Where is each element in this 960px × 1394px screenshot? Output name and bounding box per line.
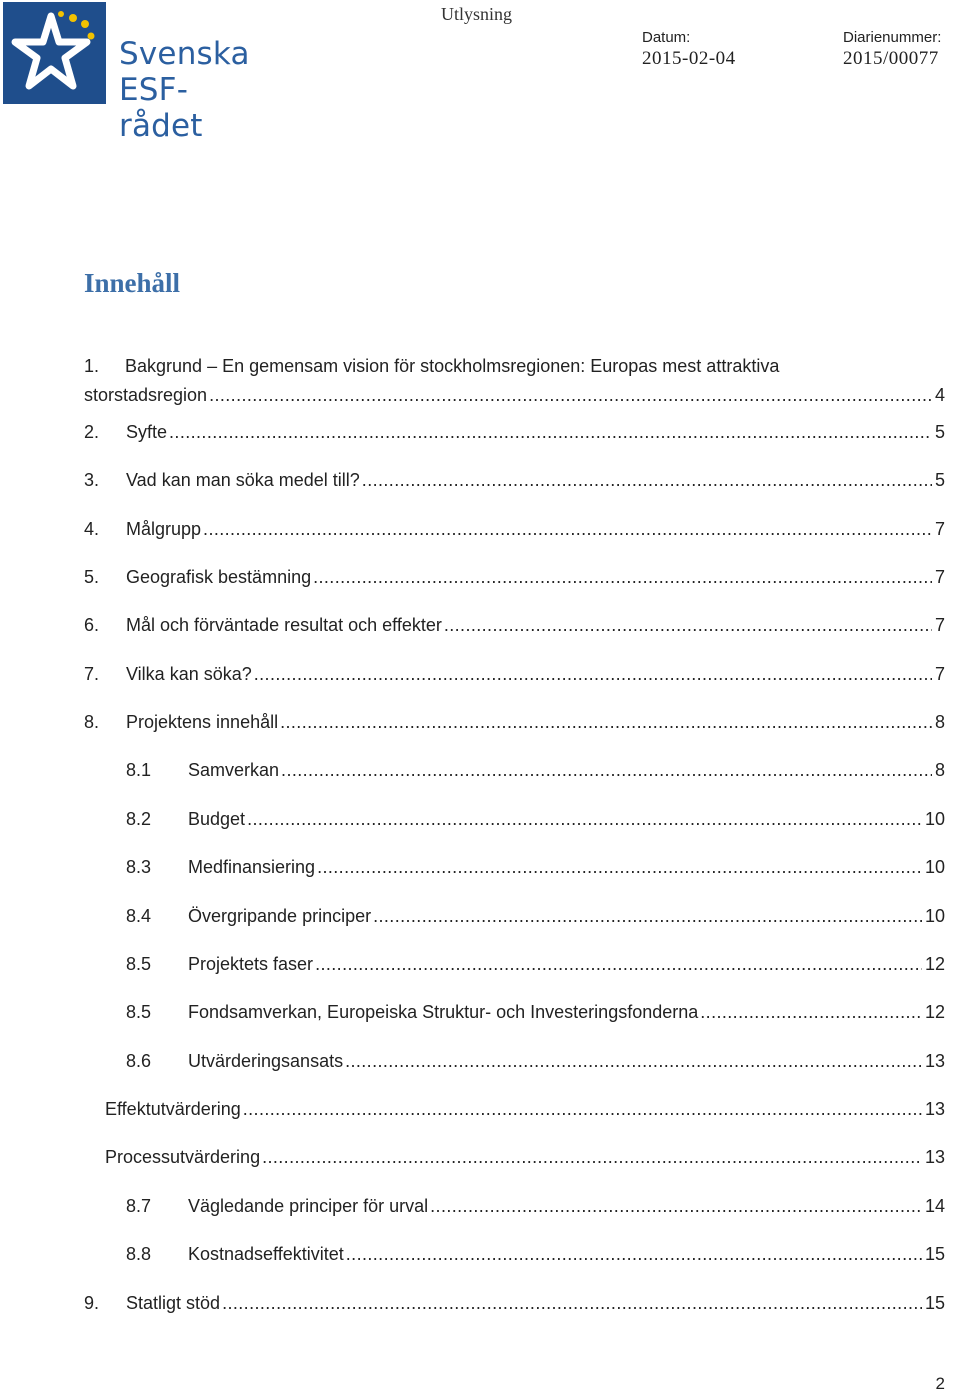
toc-leader-dots [209,384,932,406]
toc-entry-page: 14 [924,1196,945,1216]
toc-leader-dots [222,1292,922,1314]
toc-entry-number: 1. [84,356,100,376]
toc-leader-dots [317,856,922,878]
toc-leader-dots [247,808,922,830]
toc-entry-page: 10 [924,857,945,877]
toc-leader-dots [700,1001,922,1023]
toc-leader-dots [262,1146,922,1168]
toc-entry[interactable] [105,1146,945,1168]
toc-entry-label: Medfinansiering [188,857,316,877]
toc-leader-dots [254,663,932,685]
diary-number-label: Diarienummer: [843,29,942,46]
toc-entry[interactable] [84,421,945,443]
toc-entry-1-line-2[interactable] [84,384,945,406]
toc-entry-page: 15 [924,1244,945,1264]
diary-number-value: 2015/00077 [843,48,939,69]
toc-entry-number: 8.8 [126,1244,152,1264]
toc-entry[interactable] [126,808,945,830]
toc-entry-label: Effektutvärdering [105,1099,241,1119]
toc-entry-number: 8.6 [126,1051,152,1071]
toc-entry-number: 8.5 [126,1002,152,1022]
toc-entry-label: Samverkan [188,760,280,780]
toc-entry-label: Vilka kan söka? [126,664,252,684]
toc-entry-number: 8.7 [126,1196,152,1216]
toc-leader-dots [169,421,932,443]
toc-entry[interactable] [126,1001,945,1023]
toc-entry-page: 7 [934,567,945,587]
toc-entry-number: 7. [84,664,100,684]
toc-entry-label: Vad kan man söka medel till? [126,470,360,490]
toc-entry[interactable] [84,711,945,733]
date-label: Datum: [642,29,691,46]
toc-entry[interactable] [126,953,945,975]
toc-entry-number: 9. [84,1293,100,1313]
toc-entry[interactable] [126,1195,945,1217]
toc-leader-dots [203,518,932,540]
toc-entry[interactable] [126,905,945,927]
toc-entry-number: 8.3 [126,857,152,877]
toc-entry-number: 8. [84,712,100,732]
toc-entry-page: 13 [924,1099,945,1119]
toc-leader-dots [346,1243,922,1265]
toc-entry-page: 13 [924,1051,945,1071]
toc-entry-number: 8.1 [126,760,152,780]
toc-entry-label: Mål och förväntade resultat och effekter [126,615,442,635]
toc-entry-page: 7 [934,615,945,635]
toc-entry[interactable] [126,1243,945,1265]
toc-entry-number: 3. [84,470,100,490]
toc-entry-label: Statligt stöd [126,1293,221,1313]
toc-leader-dots [281,759,932,781]
toc-entry-page: 12 [924,1002,945,1022]
toc-leader-dots [243,1098,922,1120]
toc-entry-label: Syfte [126,422,168,442]
toc-entry-label: Budget [188,809,246,829]
toc-entry-label: Projektens innehåll [126,712,279,732]
toc-entry-label: Geografisk bestämning [126,567,312,587]
toc-entry-page: 10 [924,906,945,926]
toc-leader-dots [345,1050,922,1072]
star-logo-icon [3,2,106,104]
toc-entry-label: Vägledande principer för urval [188,1196,429,1216]
toc-entry-page: 12 [924,954,945,974]
toc-entry-label: Målgrupp [126,519,202,539]
toc-entry-number: 4. [84,519,100,539]
toc-entry-page: 8 [934,760,945,780]
toc-entry-label: Kostnadseffektivitet [188,1244,344,1264]
toc-entry-page: 8 [934,712,945,732]
toc-entry-number: 6. [84,615,100,635]
toc-entry[interactable] [84,518,945,540]
toc-entry[interactable] [84,566,945,588]
toc-leader-dots [444,614,932,636]
logo-line-2: ESF-rådet [119,72,203,144]
toc-entry[interactable] [84,614,945,636]
toc-entry-1-line-1[interactable] [84,355,779,377]
toc-entry-number: 8.4 [126,906,152,926]
toc-entry-page: 13 [924,1147,945,1167]
toc-leader-dots [315,953,922,975]
toc-entry-label: Processutvärdering [105,1147,261,1167]
toc-entry-page: 5 [934,422,945,442]
toc-entry[interactable] [126,856,945,878]
toc-entry-label: storstadsregion [84,385,208,405]
toc-entry[interactable] [84,469,945,491]
toc-entry-page: 4 [934,385,945,405]
esf-logo [3,2,253,144]
toc-leader-dots [373,905,922,927]
toc-entry[interactable] [84,1292,945,1314]
date-value: 2015-02-04 [642,48,736,69]
toc-entry-number: 2. [84,422,100,442]
page-number: 2 [935,1374,945,1393]
toc-leader-dots [280,711,932,733]
toc-entry-label: Utvärderingsansats [188,1051,344,1071]
toc-entry[interactable] [126,1050,945,1072]
document-type: Utlysning [441,4,513,24]
toc-entry-page: 5 [934,470,945,490]
toc-leader-dots [430,1195,922,1217]
toc-entry-number: 8.2 [126,809,152,829]
toc-title: Innehåll [84,268,181,298]
toc-entry[interactable] [126,759,945,781]
toc-entry-label: Övergripande principer [188,906,372,926]
toc-leader-dots [362,469,932,491]
toc-entry-page: 7 [934,664,945,684]
toc-entry-label: Fondsamverkan, Europeiska Struktur- och Investeringsfonderna [188,1002,699,1022]
toc-entry-number: 8.5 [126,954,152,974]
toc-entry-page: 10 [924,809,945,829]
toc-entry[interactable] [105,1098,945,1120]
toc-entry[interactable] [84,663,945,685]
toc-entry-label: Bakgrund – En gemensam vision för stockholmsregionen: Europas mest attraktiva [125,356,780,376]
logo-wordmark [119,36,253,144]
toc-entry-label: Projektets faser [188,954,314,974]
toc-entry-page: 7 [934,519,945,539]
toc-entry-number: 5. [84,567,100,587]
logo-line-1: Svenska [119,36,250,72]
toc-entry-page: 15 [924,1293,945,1313]
toc-leader-dots [313,566,932,588]
